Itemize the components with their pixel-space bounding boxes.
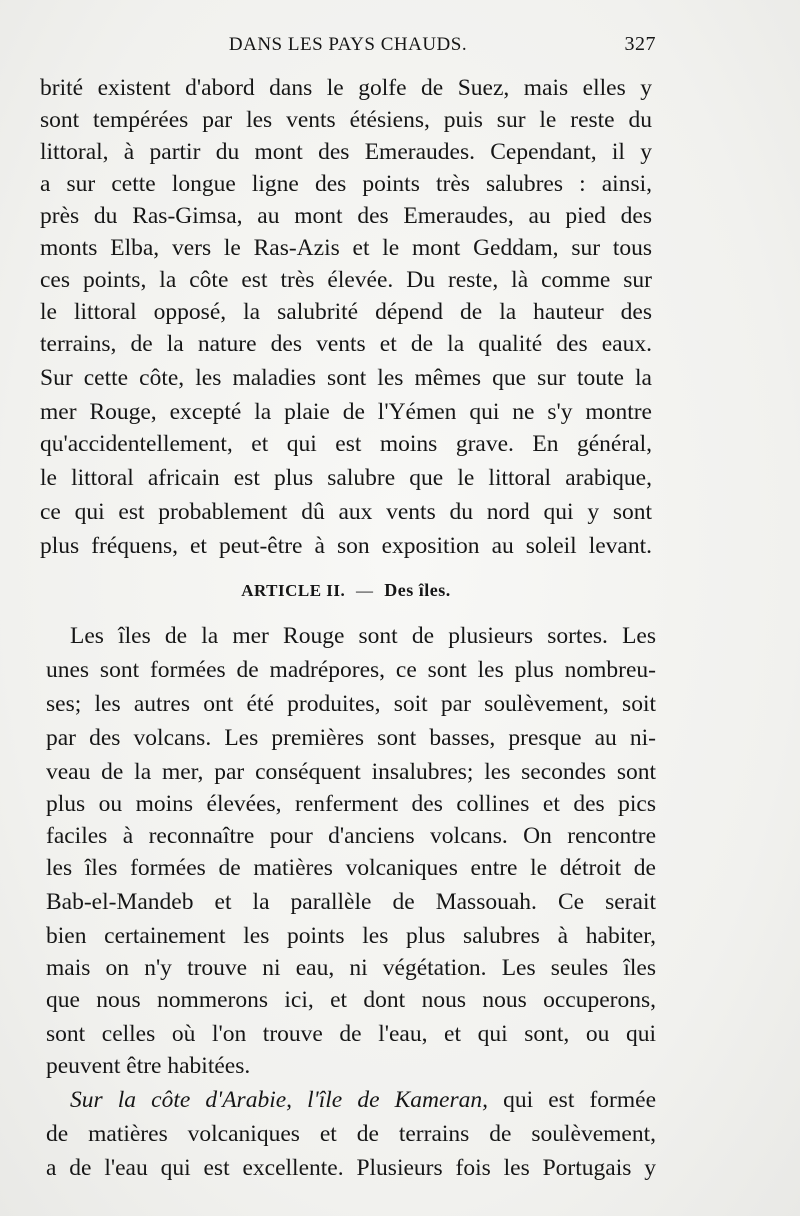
section-title: Des îles. — [384, 580, 451, 600]
text-line: Bab-el-Mandeb et la parallèle de Massouah. Ce serait — [46, 889, 656, 915]
text-line: le littoral opposé, la salubrité dépend de la hauteur des — [40, 299, 652, 325]
text-line: faciles à reconnaître pour d'anciens volcans. On rencontre — [46, 823, 656, 849]
text-line: plus fréquens, et peut-être à son exposition au soleil levant. — [40, 533, 652, 559]
text-line: brité existent d'abord dans le golfe de Suez, mais elles y — [40, 75, 652, 101]
text-line: qu'accidentellement, et qui est moins grave. En général, — [40, 431, 652, 457]
italic-phrase: Sur la côte d'Arabie, — [70, 1087, 293, 1113]
text-line: littoral, à partir du mont des Emeraudes. Cependant, il y — [40, 139, 652, 165]
text-line: a de l'eau qui est excellente. Plusieurs fois les Portugais y — [46, 1155, 656, 1181]
text-line: unes sont formées de madrépores, ce sont les plus nombreu- — [46, 657, 656, 683]
text-line-kameran — [70, 1084, 656, 1116]
text-line: mer Rouge, excepté la plaie de l'Yémen qui ne s'y montre — [40, 399, 652, 425]
text-line: ce qui est probablement dû aux vents du nord qui y sont — [40, 499, 652, 525]
text-line: par des volcans. Les premières sont basses, presque au ni- — [46, 725, 656, 751]
text-line: de matières volcaniques et de terrains de soulèvement, — [46, 1121, 656, 1147]
text-line: peuvent être habitées. — [46, 1053, 251, 1079]
text-line: terrains, de la nature des vents et de la qualité des eaux. — [40, 331, 652, 357]
text-line: mais on n'y trouve ni eau, ni végétation. Les seules îles — [46, 955, 656, 981]
text-line: les îles formées de matières volcaniques entre le détroit de — [46, 855, 656, 881]
heading-dash: — — [356, 581, 374, 600]
text-line: sont celles où l'on trouve de l'eau, et qui sont, ou qui — [46, 1021, 656, 1047]
text-line: Les îles de la mer Rouge sont de plusieurs sortes. Les — [70, 623, 656, 649]
page-number: 327 — [624, 33, 656, 55]
running-title: DANS LES PAYS CHAUDS. — [228, 34, 468, 55]
text-line: a sur cette longue ligne des points très salubres : ainsi, — [40, 171, 652, 197]
text-line: monts Elba, vers le Ras-Azis et le mont Geddam, sur tous — [40, 235, 652, 261]
text-line: le littoral africain est plus salubre que le littoral arabique, — [40, 465, 652, 491]
text-line: sont tempérées par les vents étésiens, puis sur le reste du — [40, 107, 652, 133]
text-line: près du Ras-Gimsa, au mont des Emeraudes, au pied des — [40, 203, 652, 229]
text-run: qui est formée — [503, 1087, 657, 1113]
text-line: que nous nommerons ici, et dont nous nous occuperons, — [46, 987, 656, 1013]
text-line: ces points, la côte est très élevée. Du reste, là comme sur — [40, 267, 652, 293]
text-line: veau de la mer, par conséquent insalubres; les secondes sont — [46, 759, 656, 785]
article-label: ARTICLE II. — [241, 581, 346, 600]
running-head — [40, 30, 656, 60]
text-line: Sur cette côte, les maladies sont les mêmes que sur toute la — [40, 365, 652, 391]
text-line: bien certainement les points les plus salubres à habiter, — [46, 923, 656, 949]
section-heading — [40, 576, 652, 605]
italic-phrase: l'île de Kameran, — [307, 1087, 488, 1113]
text-line: plus ou moins élevées, renferment des collines et des pics — [46, 791, 656, 817]
text-line: ses; les autres ont été produites, soit par soulèvement, soit — [46, 691, 656, 717]
